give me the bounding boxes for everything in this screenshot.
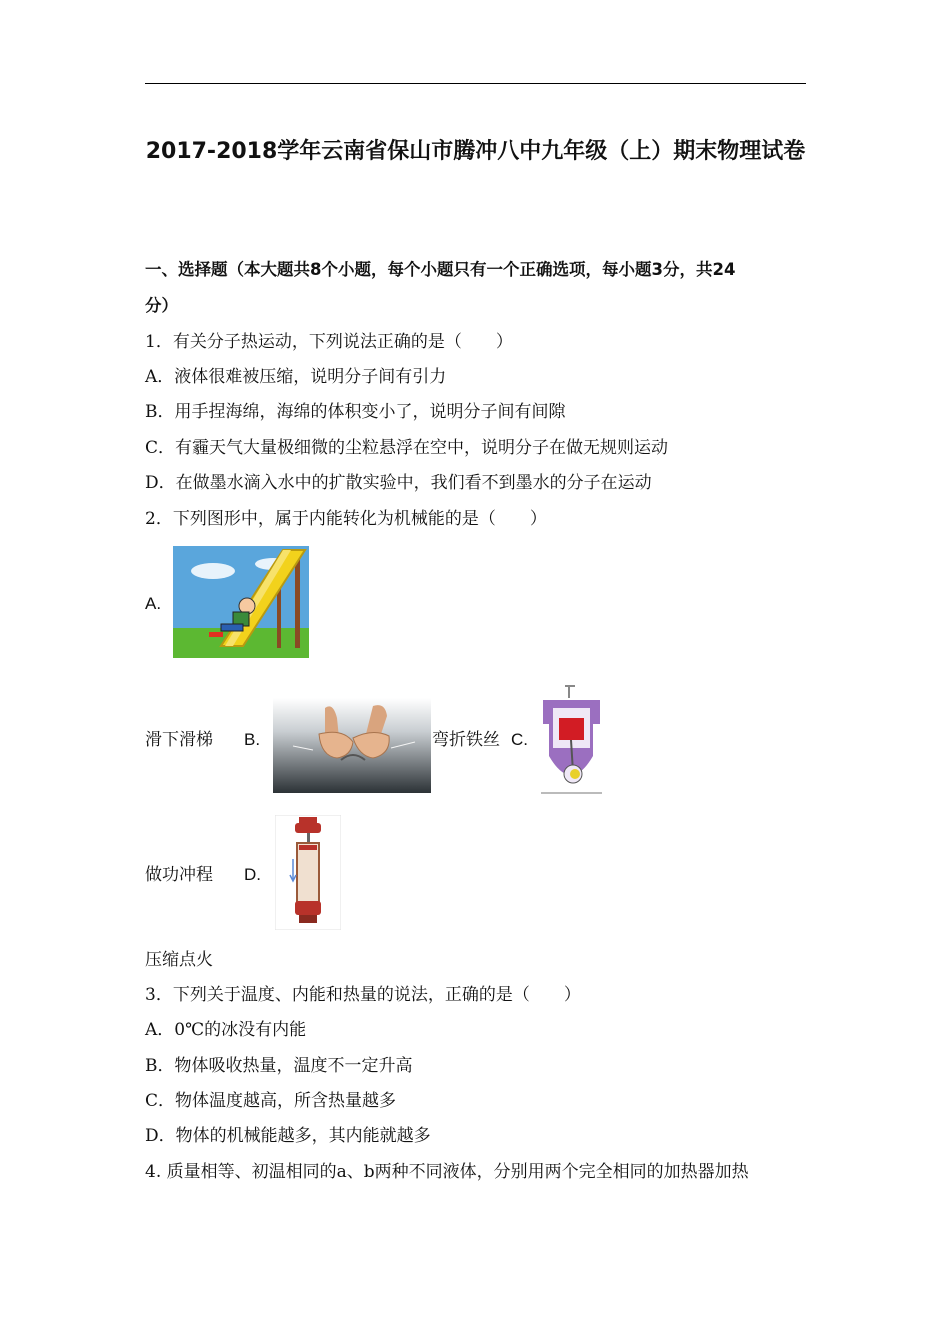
q2-option-a-caption: 滑下滑梯 xyxy=(145,730,213,750)
q2-option-b-caption: 弯折铁丝 xyxy=(432,730,500,750)
q2-option-a-label: A. xyxy=(145,594,162,613)
section-heading: 一、选择题（本大题共8个小题，每个小题只有一个正确选项，每小题3分，共24 xyxy=(145,260,736,279)
q1-option-d: D．在做墨水滴入水中的扩散实验中，我们看不到墨水的分子在运动 xyxy=(145,473,652,493)
q1-option-a: A．液体很难被压缩，说明分子间有引力 xyxy=(145,367,447,387)
header-rule xyxy=(145,83,806,84)
section-heading-cont: 分） xyxy=(145,296,178,315)
q3-option-a: A．0℃的冰没有内能 xyxy=(145,1020,307,1040)
q2-option-b-label: B. xyxy=(244,730,261,749)
q2-option-c-caption: 做功冲程 xyxy=(145,865,213,885)
q1-stem: 1．有关分子热运动，下列说法正确的是（ ） xyxy=(145,332,513,352)
q3-option-b: B．物体吸收热量，温度不一定升高 xyxy=(145,1056,413,1076)
page-title: 2017-2018学年云南省保山市腾冲八中九年级（上）期末物理试卷 xyxy=(145,139,806,164)
q4-stem: 4. 质量相等、初温相同的a、b两种不同液体，分别用两个完全相同的加热器加热 xyxy=(145,1162,749,1182)
bending-wire-image xyxy=(273,698,431,793)
slide-image xyxy=(173,546,309,658)
q2-option-c-label: C. xyxy=(511,730,528,749)
power-stroke-image xyxy=(541,684,602,794)
q3-option-d: D．物体的机械能越多，其内能就越多 xyxy=(145,1126,431,1146)
q2-option-d-label: D. xyxy=(244,865,261,884)
compression-ignition-image xyxy=(275,815,341,930)
q2-stem: 2．下列图形中，属于内能转化为机械能的是（ ） xyxy=(145,509,547,529)
q3-stem: 3．下列关于温度、内能和热量的说法，正确的是（ ） xyxy=(145,985,581,1005)
q2-option-d-caption: 压缩点火 xyxy=(145,950,213,970)
q1-option-c: C．有霾天气大量极细微的尘粒悬浮在空中，说明分子在做无规则运动 xyxy=(145,438,669,458)
q3-option-c: C．物体温度越高，所含热量越多 xyxy=(145,1091,397,1111)
q1-option-b: B．用手捏海绵，海绵的体积变小了，说明分子间有间隙 xyxy=(145,402,566,422)
